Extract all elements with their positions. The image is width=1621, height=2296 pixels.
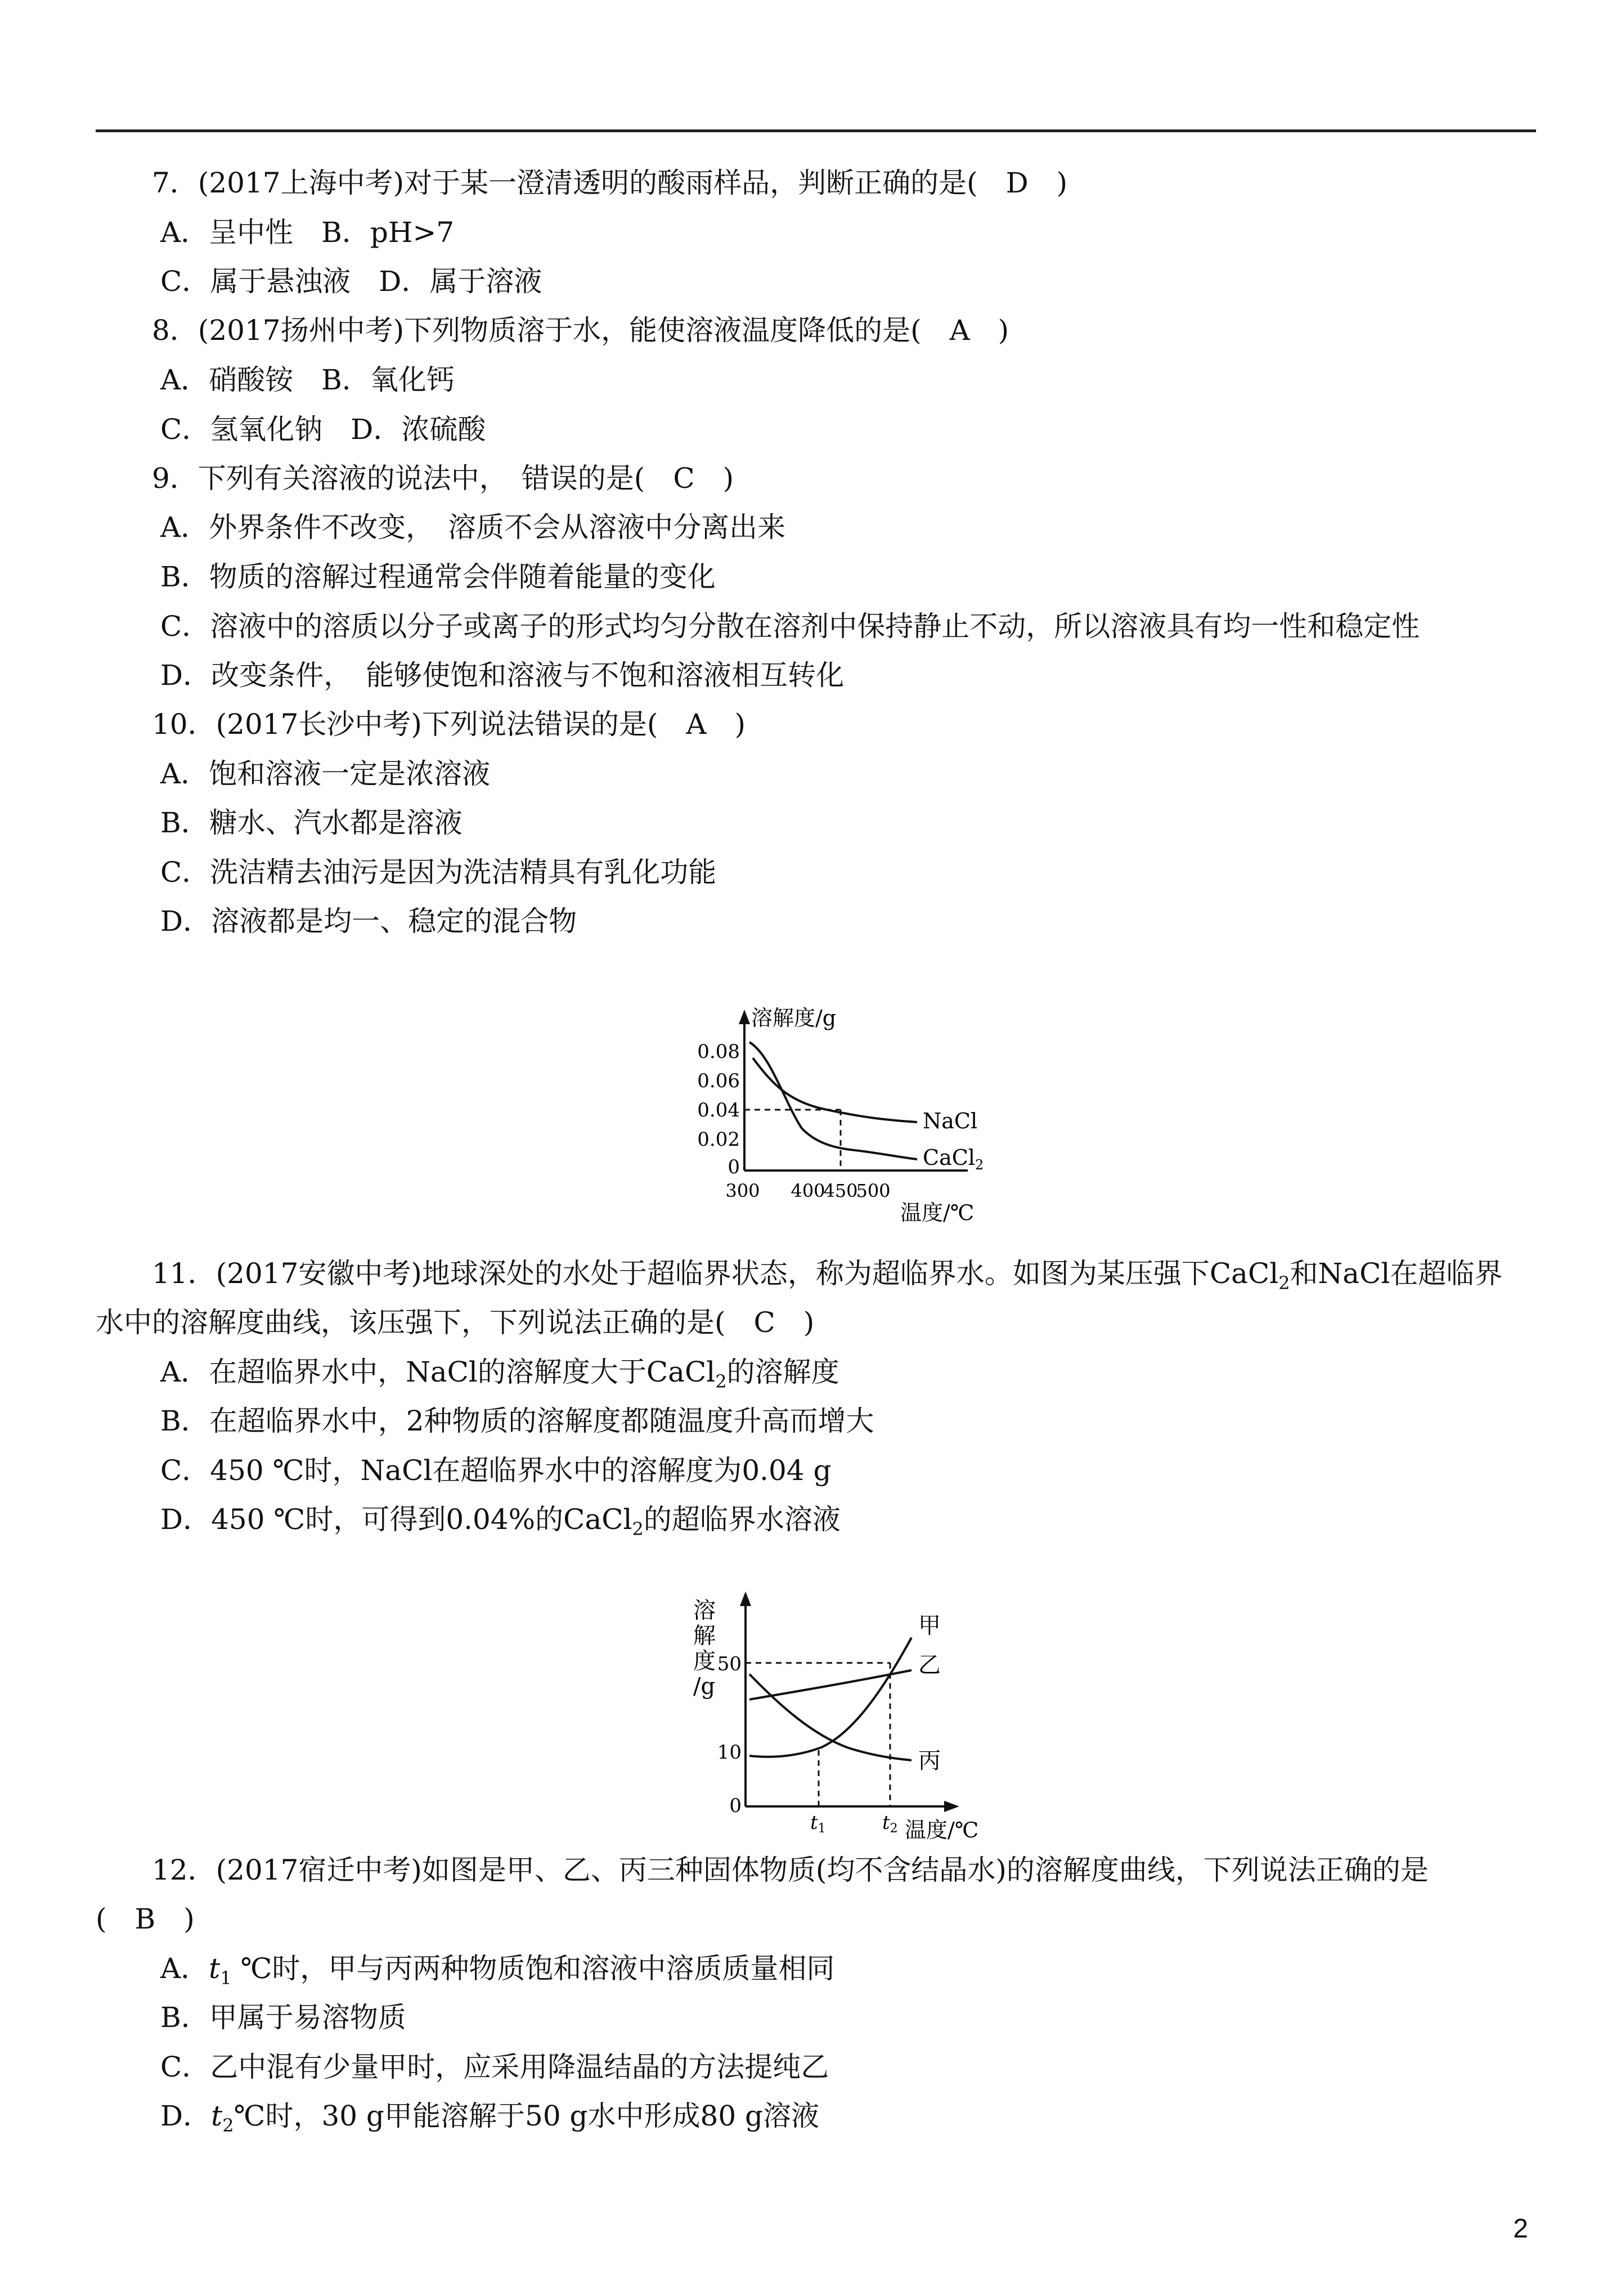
fig1-xlabel: 温度/℃ <box>900 1200 975 1225</box>
q12-option-b: B．甲属于易溶物质 <box>160 2001 406 2034</box>
fig2-y-arrow <box>740 1591 751 1606</box>
fig2-ylabel-4: /g <box>693 1674 716 1699</box>
fig1-xtick-400: 400 <box>791 1180 825 1201</box>
fig2-ylabel-3: 度 <box>693 1648 716 1674</box>
q8-stem: 8．(2017扬州中考)下列物质溶于水，能使溶液温度降低的是( A ) <box>152 314 1009 347</box>
fig2-ytick-10: 10 <box>717 1741 742 1764</box>
q12-option-c: C．乙中混有少量甲时，应采用降温结晶的方法提纯乙 <box>160 2051 829 2083</box>
fig1-label-nacl: NaCl <box>923 1109 978 1133</box>
q11-option-b: B．在超临界水中，2种物质的溶解度都随温度升高而增大 <box>160 1405 874 1437</box>
q9-stem: 9．下列有关溶液的说法中， 错误的是( C ) <box>152 462 734 495</box>
fig2-ylabel-2: 解 <box>693 1623 716 1649</box>
fig1-xtick-300: 300 <box>725 1180 760 1201</box>
q9-option-a: A．外界条件不改变， 溶质不会从溶液中分离出来 <box>160 511 786 544</box>
q10-option-b: B．糖水、汽水都是溶液 <box>160 806 462 839</box>
q11-option-d: D．450 ℃时，可得到0.04%的CaCl$_2$的超临界水溶液 <box>160 1503 841 1540</box>
fig2-xtick-t2: t2 <box>882 1811 898 1836</box>
fig1-curve-nacl <box>753 1058 917 1122</box>
fig1-ytick-0.08: 0.08 <box>697 1041 740 1063</box>
fig2-xlabel: 温度/℃ <box>905 1818 979 1842</box>
q11-option-c: C．450 ℃时，NaCl在超临界水中的溶解度为0.04 g <box>160 1454 832 1487</box>
q10-option-d: D．溶液都是均一、稳定的混合物 <box>160 905 577 938</box>
fig1-xtick-500: 500 <box>856 1180 891 1201</box>
q11-stem-line2: 水中的溶解度曲线，该压强下，下列说法正确的是( C ) <box>96 1306 815 1339</box>
fig2-label-bing: 丙 <box>918 1748 941 1774</box>
q9-option-d: D．改变条件， 能够使饱和溶液与不饱和溶液相互转化 <box>160 659 845 692</box>
fig1-ytick-0.06: 0.06 <box>697 1070 740 1092</box>
q10-stem: 10．(2017长沙中考)下列说法错误的是( A ) <box>152 708 746 741</box>
fig1-label-cacl2: CaCl$_2$ <box>923 1145 984 1173</box>
page-number: 2 <box>1513 2214 1528 2244</box>
q7-stem: 7．(2017上海中考)对于某一澄清透明的酸雨样品，判断正确的是( D ) <box>152 167 1068 199</box>
solubility-figure-jia-yi-bing <box>675 1587 1024 1846</box>
fig2-ytick-0: 0 <box>729 1795 742 1817</box>
fig2-label-jia: 甲 <box>918 1613 941 1639</box>
q10-option-c: C．洗洁精去油污是因为洗洁精具有乳化功能 <box>160 856 717 889</box>
q12-option-d: D．$t_2℃$时，30 g甲能溶解于50 g水中形成80 g溶液 <box>160 2100 820 2136</box>
fig1-xtick-450: 450 <box>823 1180 858 1201</box>
q8-options-ab: A．硝酸铵 B．氧化钙 <box>160 364 455 396</box>
q10-option-a: A．饱和溶液一定是浓溶液 <box>160 757 491 790</box>
q12-option-a: A．$t_1$ ℃时，甲与丙两种物质饱和溶液中溶质质量相同 <box>160 1952 835 1989</box>
fig1-ylabel: 溶解度/g <box>751 1006 837 1030</box>
fig2-x-arrow <box>944 1801 959 1812</box>
fig2-curve-yi <box>749 1670 911 1699</box>
q7-options-cd: C．属于悬浊液 D．属于溶液 <box>160 265 542 298</box>
header-rule <box>96 129 1536 132</box>
q9-option-c: C．溶液中的溶质以分子或离子的形式均匀分散在溶剂中保持静止不动，所以溶液具有均一性和稳定性 <box>160 610 1420 643</box>
fig2-ytick-50: 50 <box>717 1653 742 1675</box>
fig2-ylabel-1: 溶 <box>693 1598 716 1624</box>
q11-option-a: A．在超临界水中，NaCl的溶解度大于CaCl$_2$的溶解度 <box>160 1356 839 1392</box>
fig2-curve-bing <box>749 1674 911 1760</box>
fig1-ytick-0: 0 <box>728 1156 740 1178</box>
q11-stem-line1: 11．(2017安徽中考)地球深处的水处于超临界状态，称为超临界水。如图为某压强下CaCl$_2$和NaCl在超临界 <box>152 1257 1503 1294</box>
q9-option-b: B．物质的溶解过程通常会伴随着能量的变化 <box>160 560 716 593</box>
fig1-y-arrow <box>739 1010 750 1024</box>
q12-stem-line1: 12．(2017宿迁中考)如图是甲、乙、丙三种固体物质(均不含结晶水)的溶解度曲线，下列说法正确的是 <box>152 1854 1429 1886</box>
fig1-curve-cacl2 <box>749 1042 917 1159</box>
q12-stem-line2: ( B ) <box>96 1903 195 1935</box>
fig2-label-yi: 乙 <box>918 1652 941 1678</box>
fig1-ytick-0.02: 0.02 <box>697 1128 740 1151</box>
q8-options-cd: C．氢氧化钠 D．浓硫酸 <box>160 413 486 446</box>
solubility-figure-nacl-cacl2 <box>675 1002 1024 1238</box>
fig1-ytick-0.04: 0.04 <box>697 1099 740 1122</box>
fig2-xtick-t1: t1 <box>810 1811 826 1836</box>
q7-options-ab: A．呈中性 B．pH>7 <box>160 216 455 249</box>
